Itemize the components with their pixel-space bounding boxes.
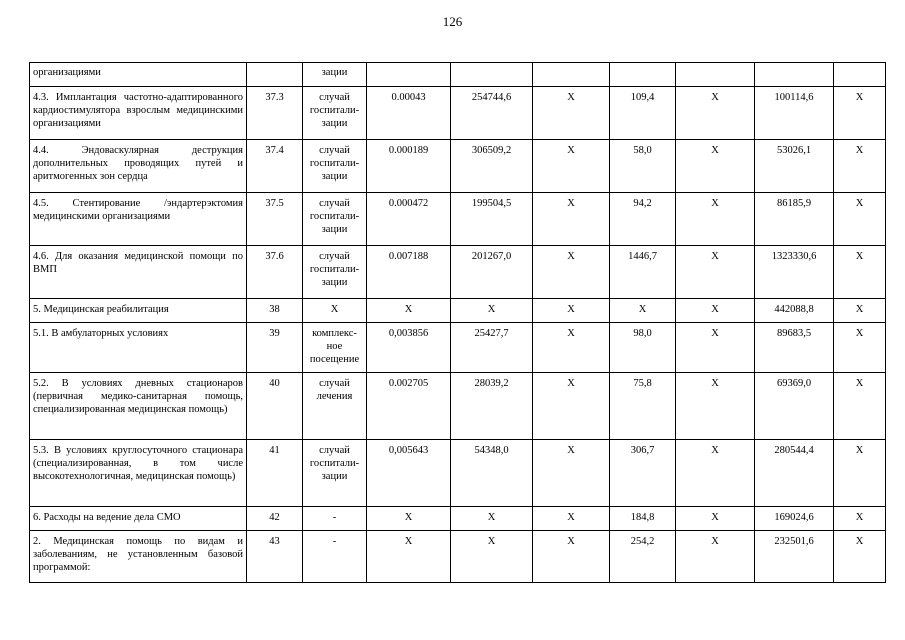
cell-col3: X: [676, 531, 755, 583]
table-row: [30, 373, 886, 440]
cell-norm: X: [367, 507, 451, 531]
cell-name: 5.1. В амбулаторных условиях: [30, 323, 247, 373]
table-row: [30, 140, 886, 193]
cell-col1: X: [533, 193, 610, 246]
cell-cost: X: [451, 507, 533, 531]
cell-col2: X: [610, 299, 676, 323]
cell-col4: 100114,6: [755, 87, 834, 140]
cell-row-number: 42: [247, 507, 303, 531]
cell-col4: 232501,6: [755, 531, 834, 583]
cell-unit: -: [303, 507, 367, 531]
cell-norm: 0,003856: [367, 323, 451, 373]
cell-col2: 184,8: [610, 507, 676, 531]
cell-col4: [755, 63, 834, 87]
cell-col1: X: [533, 373, 610, 440]
cell-col4: 442088,8: [755, 299, 834, 323]
cell-col3: X: [676, 507, 755, 531]
cell-col2: 306,7: [610, 440, 676, 507]
cell-col4: 69369,0: [755, 373, 834, 440]
table-row: [30, 531, 886, 583]
cell-row-number: 37.3: [247, 87, 303, 140]
cell-row-number: 38: [247, 299, 303, 323]
cell-norm: 0.000189: [367, 140, 451, 193]
cell-norm: 0.00043: [367, 87, 451, 140]
cell-norm: X: [367, 531, 451, 583]
cell-col5: X: [834, 440, 886, 507]
cell-cost: 306509,2: [451, 140, 533, 193]
cell-cost: 199504,5: [451, 193, 533, 246]
cell-col5: X: [834, 373, 886, 440]
cell-norm: 0.007188: [367, 246, 451, 299]
cell-col1: X: [533, 246, 610, 299]
cell-col2: [610, 63, 676, 87]
cell-unit: случай лечения: [303, 373, 367, 440]
cell-col2: 94,2: [610, 193, 676, 246]
cell-row-number: 37.5: [247, 193, 303, 246]
cell-unit: случай госпитали-зации: [303, 246, 367, 299]
cell-cost: X: [451, 299, 533, 323]
cell-col3: X: [676, 246, 755, 299]
cell-row-number: 37.6: [247, 246, 303, 299]
cell-name: 4.4. Эндоваскулярная деструкция дополнительных проводящих путей и аритмогенных зон сердца: [30, 140, 247, 193]
table-row: [30, 323, 886, 373]
cell-norm: 0.002705: [367, 373, 451, 440]
cell-row-number: 43: [247, 531, 303, 583]
cell-row-number: 41: [247, 440, 303, 507]
cell-name: 6. Расходы на ведение дела СМО: [30, 507, 247, 531]
cell-name: 4.6. Для оказания медицинской помощи по ВМП: [30, 246, 247, 299]
cell-row-number: [247, 63, 303, 87]
cell-col4: 53026,1: [755, 140, 834, 193]
cell-name: 4.5. Стентирование /эндартерэктомия медицинскими организациями: [30, 193, 247, 246]
cell-col3: X: [676, 87, 755, 140]
cell-col4: 86185,9: [755, 193, 834, 246]
table-row: [30, 246, 886, 299]
cell-col3: X: [676, 440, 755, 507]
cell-col2: 98,0: [610, 323, 676, 373]
cell-col3: X: [676, 193, 755, 246]
cell-col5: X: [834, 193, 886, 246]
cell-cost: 28039,2: [451, 373, 533, 440]
cell-col5: X: [834, 299, 886, 323]
cell-col2: 75,8: [610, 373, 676, 440]
cell-name: 5. Медицинская реабилитация: [30, 299, 247, 323]
cell-name: 2. Медицинская помощь по видам и заболеваниям, не установленным базовой программой:: [30, 531, 247, 583]
cell-col1: X: [533, 531, 610, 583]
table-row: [30, 440, 886, 507]
cell-unit: случай госпитали-зации: [303, 193, 367, 246]
table-row: [30, 63, 886, 87]
cell-col3: X: [676, 140, 755, 193]
cell-col1: X: [533, 507, 610, 531]
cell-row-number: 40: [247, 373, 303, 440]
cell-cost: 254744,6: [451, 87, 533, 140]
cell-col5: X: [834, 507, 886, 531]
cell-unit: случай госпитали-зации: [303, 87, 367, 140]
cell-unit: комплекс-ное посещение: [303, 323, 367, 373]
cell-col4: 1323330,6: [755, 246, 834, 299]
cell-col5: X: [834, 531, 886, 583]
cell-col1: X: [533, 323, 610, 373]
table-row: [30, 193, 886, 246]
cell-col3: X: [676, 373, 755, 440]
cell-col2: 109,4: [610, 87, 676, 140]
cell-col4: 280544,4: [755, 440, 834, 507]
cell-unit: зации: [303, 63, 367, 87]
cell-col1: [533, 63, 610, 87]
cell-cost: [451, 63, 533, 87]
cell-col4: 169024,6: [755, 507, 834, 531]
cell-col3: [676, 63, 755, 87]
cell-unit: -: [303, 531, 367, 583]
table-row: [30, 87, 886, 140]
data-table: [29, 62, 886, 583]
cell-row-number: 37.4: [247, 140, 303, 193]
cell-col3: X: [676, 299, 755, 323]
cell-col2: 1446,7: [610, 246, 676, 299]
table-row: [30, 299, 886, 323]
cell-unit: X: [303, 299, 367, 323]
cell-norm: [367, 63, 451, 87]
cell-col2: 58,0: [610, 140, 676, 193]
cell-cost: 54348,0: [451, 440, 533, 507]
cell-unit: случай госпитали-зации: [303, 140, 367, 193]
cell-col5: [834, 63, 886, 87]
cell-name: 5.3. В условиях круглосуточного стационара (специализированная, в том числе высокотехнологичная, медицинская помощь): [30, 440, 247, 507]
cell-norm: X: [367, 299, 451, 323]
cell-col4: 89683,5: [755, 323, 834, 373]
cell-cost: 201267,0: [451, 246, 533, 299]
cell-row-number: 39: [247, 323, 303, 373]
cell-col1: X: [533, 299, 610, 323]
cell-col3: X: [676, 323, 755, 373]
cell-name: организациями: [30, 63, 247, 87]
table-row: [30, 507, 886, 531]
cell-col5: X: [834, 323, 886, 373]
cell-norm: 0.000472: [367, 193, 451, 246]
cell-norm: 0,005643: [367, 440, 451, 507]
cell-name: 4.3. Имплантация частотно-адаптированного кардиостимулятора взрослым медицинскими организациями: [30, 87, 247, 140]
cell-name: 5.2. В условиях дневных стационаров (первичная медико-санитарная помощь, специализированная медицинская помощь): [30, 373, 247, 440]
cell-col5: X: [834, 87, 886, 140]
cell-unit: случай госпитали-зации: [303, 440, 367, 507]
cell-col2: 254,2: [610, 531, 676, 583]
cell-col5: X: [834, 140, 886, 193]
cell-col1: X: [533, 440, 610, 507]
page-number: 126: [442, 14, 463, 29]
cell-cost: X: [451, 531, 533, 583]
cell-col5: X: [834, 246, 886, 299]
cell-col1: X: [533, 87, 610, 140]
cell-col1: X: [533, 140, 610, 193]
cell-cost: 25427,7: [451, 323, 533, 373]
